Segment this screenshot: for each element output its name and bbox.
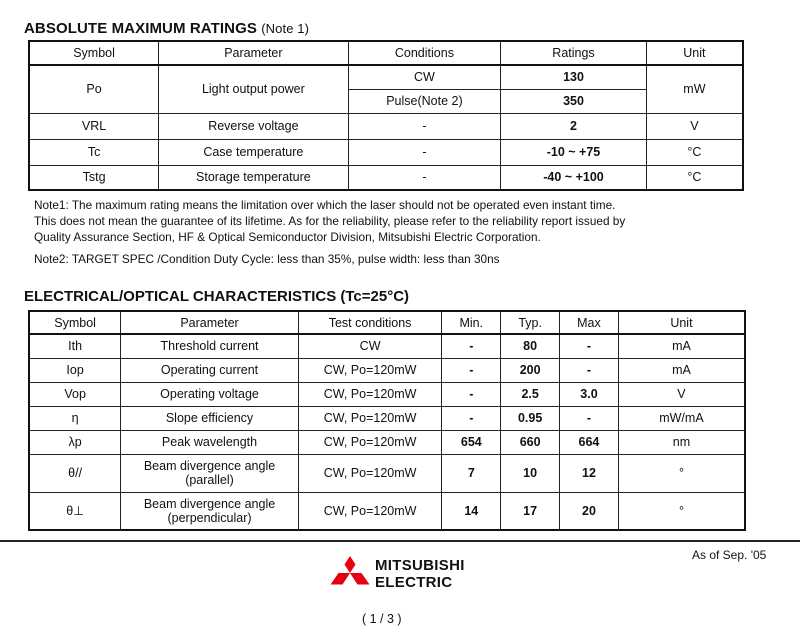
unit-cell: ° (618, 492, 745, 530)
conditions-cell: - (348, 165, 501, 190)
electrical-optical-table (28, 310, 746, 531)
note1-line: Note1: The maximum rating means the limitation over which the laser should not be operated even instant time. (34, 198, 616, 212)
parameter-line: Beam divergence angle (143, 496, 276, 511)
symbol-cell: Tc (29, 139, 159, 165)
section2-title: ELECTRICAL/OPTICAL CHARACTERISTICS (Tc=25°C) (24, 288, 410, 305)
header-cell: Unit (618, 311, 745, 334)
min-cell: 14 (442, 492, 501, 530)
unit-cell: V (618, 382, 745, 406)
parameter-cell: Peak wavelength (121, 430, 299, 454)
note2-line: Note2: TARGET SPEC /Condition Duty Cycle: less than 35%, pulse width: less than 30ns (34, 252, 500, 266)
typ-cell: 80 (501, 334, 560, 358)
min-cell: - (442, 334, 501, 358)
parameter-cell: Slope efficiency (121, 406, 299, 430)
table-row (29, 492, 745, 530)
table-row (29, 454, 745, 492)
header-cell: Parameter (121, 311, 299, 334)
header-cell: Test conditions (298, 311, 442, 334)
symbol-cell: Iop (29, 358, 121, 382)
parameter-cell (121, 492, 299, 530)
header-cell: Parameter (159, 41, 348, 65)
rating-cell: 350 (501, 89, 647, 113)
unit-cell: mA (618, 358, 745, 382)
header-cell: Symbol (29, 311, 121, 334)
table-row (29, 334, 745, 358)
header-cell: Ratings (501, 41, 647, 65)
header-cell: Conditions (348, 41, 501, 65)
table-row (29, 65, 743, 89)
logo-line2: ELECTRIC (375, 574, 453, 591)
header-cell: Min. (442, 311, 501, 334)
unit-cell: mA (618, 334, 745, 358)
conditions-cell: CW, Po=120mW (298, 492, 442, 530)
min-cell: - (442, 382, 501, 406)
symbol-cell: VRL (29, 113, 159, 139)
section1-title (24, 20, 309, 37)
note1-line: Quality Assurance Section, HF & Optical Semiconductor Division, Mitsubishi Electric Corporation. (34, 230, 541, 244)
unit-cell: °C (646, 165, 743, 190)
conditions-cell: - (348, 139, 501, 165)
max-cell: 20 (560, 492, 619, 530)
max-cell: - (560, 358, 619, 382)
max-cell: - (560, 406, 619, 430)
header-cell: Unit (646, 41, 743, 65)
table-row (29, 113, 743, 139)
table-row (29, 165, 743, 190)
max-cell: - (560, 334, 619, 358)
table-row (29, 358, 745, 382)
parameter-line: Beam divergence angle (143, 459, 276, 473)
three-diamonds-icon (331, 556, 370, 585)
conditions-cell: CW, Po=120mW (298, 406, 442, 430)
min-cell: 654 (442, 430, 501, 454)
conditions-cell: Pulse(Note 2) (348, 89, 501, 113)
header-cell: Typ. (501, 311, 560, 334)
typ-cell: 10 (501, 454, 560, 492)
typ-cell: 0.95 (501, 406, 560, 430)
note1-line: This does not mean the guarantee of its lifetime. As for the reliability, please refer to the reliability report issued by (34, 214, 626, 228)
logo-wordmark (375, 557, 465, 591)
unit-cell: mW (646, 65, 743, 113)
header-cell: Max (560, 311, 619, 334)
notes-block (34, 197, 625, 267)
table-row (29, 139, 743, 165)
parameter-cell (121, 454, 299, 492)
parameter-cell: Storage temperature (159, 165, 348, 190)
table-row (29, 430, 745, 454)
max-cell: 3.0 (560, 382, 619, 406)
conditions-cell: - (348, 113, 501, 139)
table-row (29, 382, 745, 406)
logo-line1: MITSUBISHI (375, 557, 465, 574)
parameter-cell: Case temperature (159, 139, 348, 165)
conditions-cell: CW, Po=120mW (298, 430, 442, 454)
as-of-date: As of Sep. '05 (692, 548, 767, 562)
unit-cell: nm (618, 430, 745, 454)
symbol-cell: Ith (29, 334, 121, 358)
table-header-row (29, 311, 745, 334)
page-number: ( 1 / 3 ) (362, 612, 402, 626)
note-reference: (Note 1) (261, 21, 309, 36)
parameter-cell: Threshold current (121, 334, 299, 358)
header-cell: Symbol (29, 41, 159, 65)
rating-cell: -10 ~ +75 (501, 139, 647, 165)
parameter-line: (parallel) (185, 473, 234, 487)
symbol-cell: Po (29, 65, 159, 113)
min-cell: - (442, 406, 501, 430)
parameter-cell: Light output power (159, 65, 348, 113)
unit-cell: V (646, 113, 743, 139)
parameter-cell: Operating current (121, 358, 299, 382)
unit-cell: mW/mA (618, 406, 745, 430)
symbol-cell: Vop (29, 382, 121, 406)
conditions-cell: CW (298, 334, 442, 358)
rating-cell: 2 (501, 113, 647, 139)
unit-cell: ° (618, 454, 745, 492)
symbol-cell: Tstg (29, 165, 159, 190)
rating-cell: 130 (501, 65, 647, 89)
table-row (29, 406, 745, 430)
symbol-cell: λp (29, 430, 121, 454)
section1-title-text: ABSOLUTE MAXIMUM RATINGS (24, 20, 257, 37)
parameter-cell: Reverse voltage (159, 113, 348, 139)
max-cell: 12 (560, 454, 619, 492)
parameter-line: (perpendicular) (167, 510, 252, 525)
typ-cell: 660 (501, 430, 560, 454)
conditions-cell: CW (348, 65, 501, 89)
unit-cell: °C (646, 139, 743, 165)
symbol-cell: θ// (29, 454, 121, 492)
conditions-cell: CW, Po=120mW (298, 454, 442, 492)
symbol-cell: θ⊥ (29, 492, 121, 530)
typ-cell: 200 (501, 358, 560, 382)
parameter-cell: Operating voltage (121, 382, 299, 406)
conditions-cell: CW, Po=120mW (298, 358, 442, 382)
min-cell: - (442, 358, 501, 382)
min-cell: 7 (442, 454, 501, 492)
rating-cell: -40 ~ +100 (501, 165, 647, 190)
typ-cell: 2.5 (501, 382, 560, 406)
max-cell: 664 (560, 430, 619, 454)
table-header-row (29, 41, 743, 65)
footer-divider (0, 540, 800, 542)
absolute-max-ratings-table (28, 40, 744, 191)
symbol-cell: η (29, 406, 121, 430)
conditions-cell: CW, Po=120mW (298, 382, 442, 406)
typ-cell: 17 (501, 492, 560, 530)
